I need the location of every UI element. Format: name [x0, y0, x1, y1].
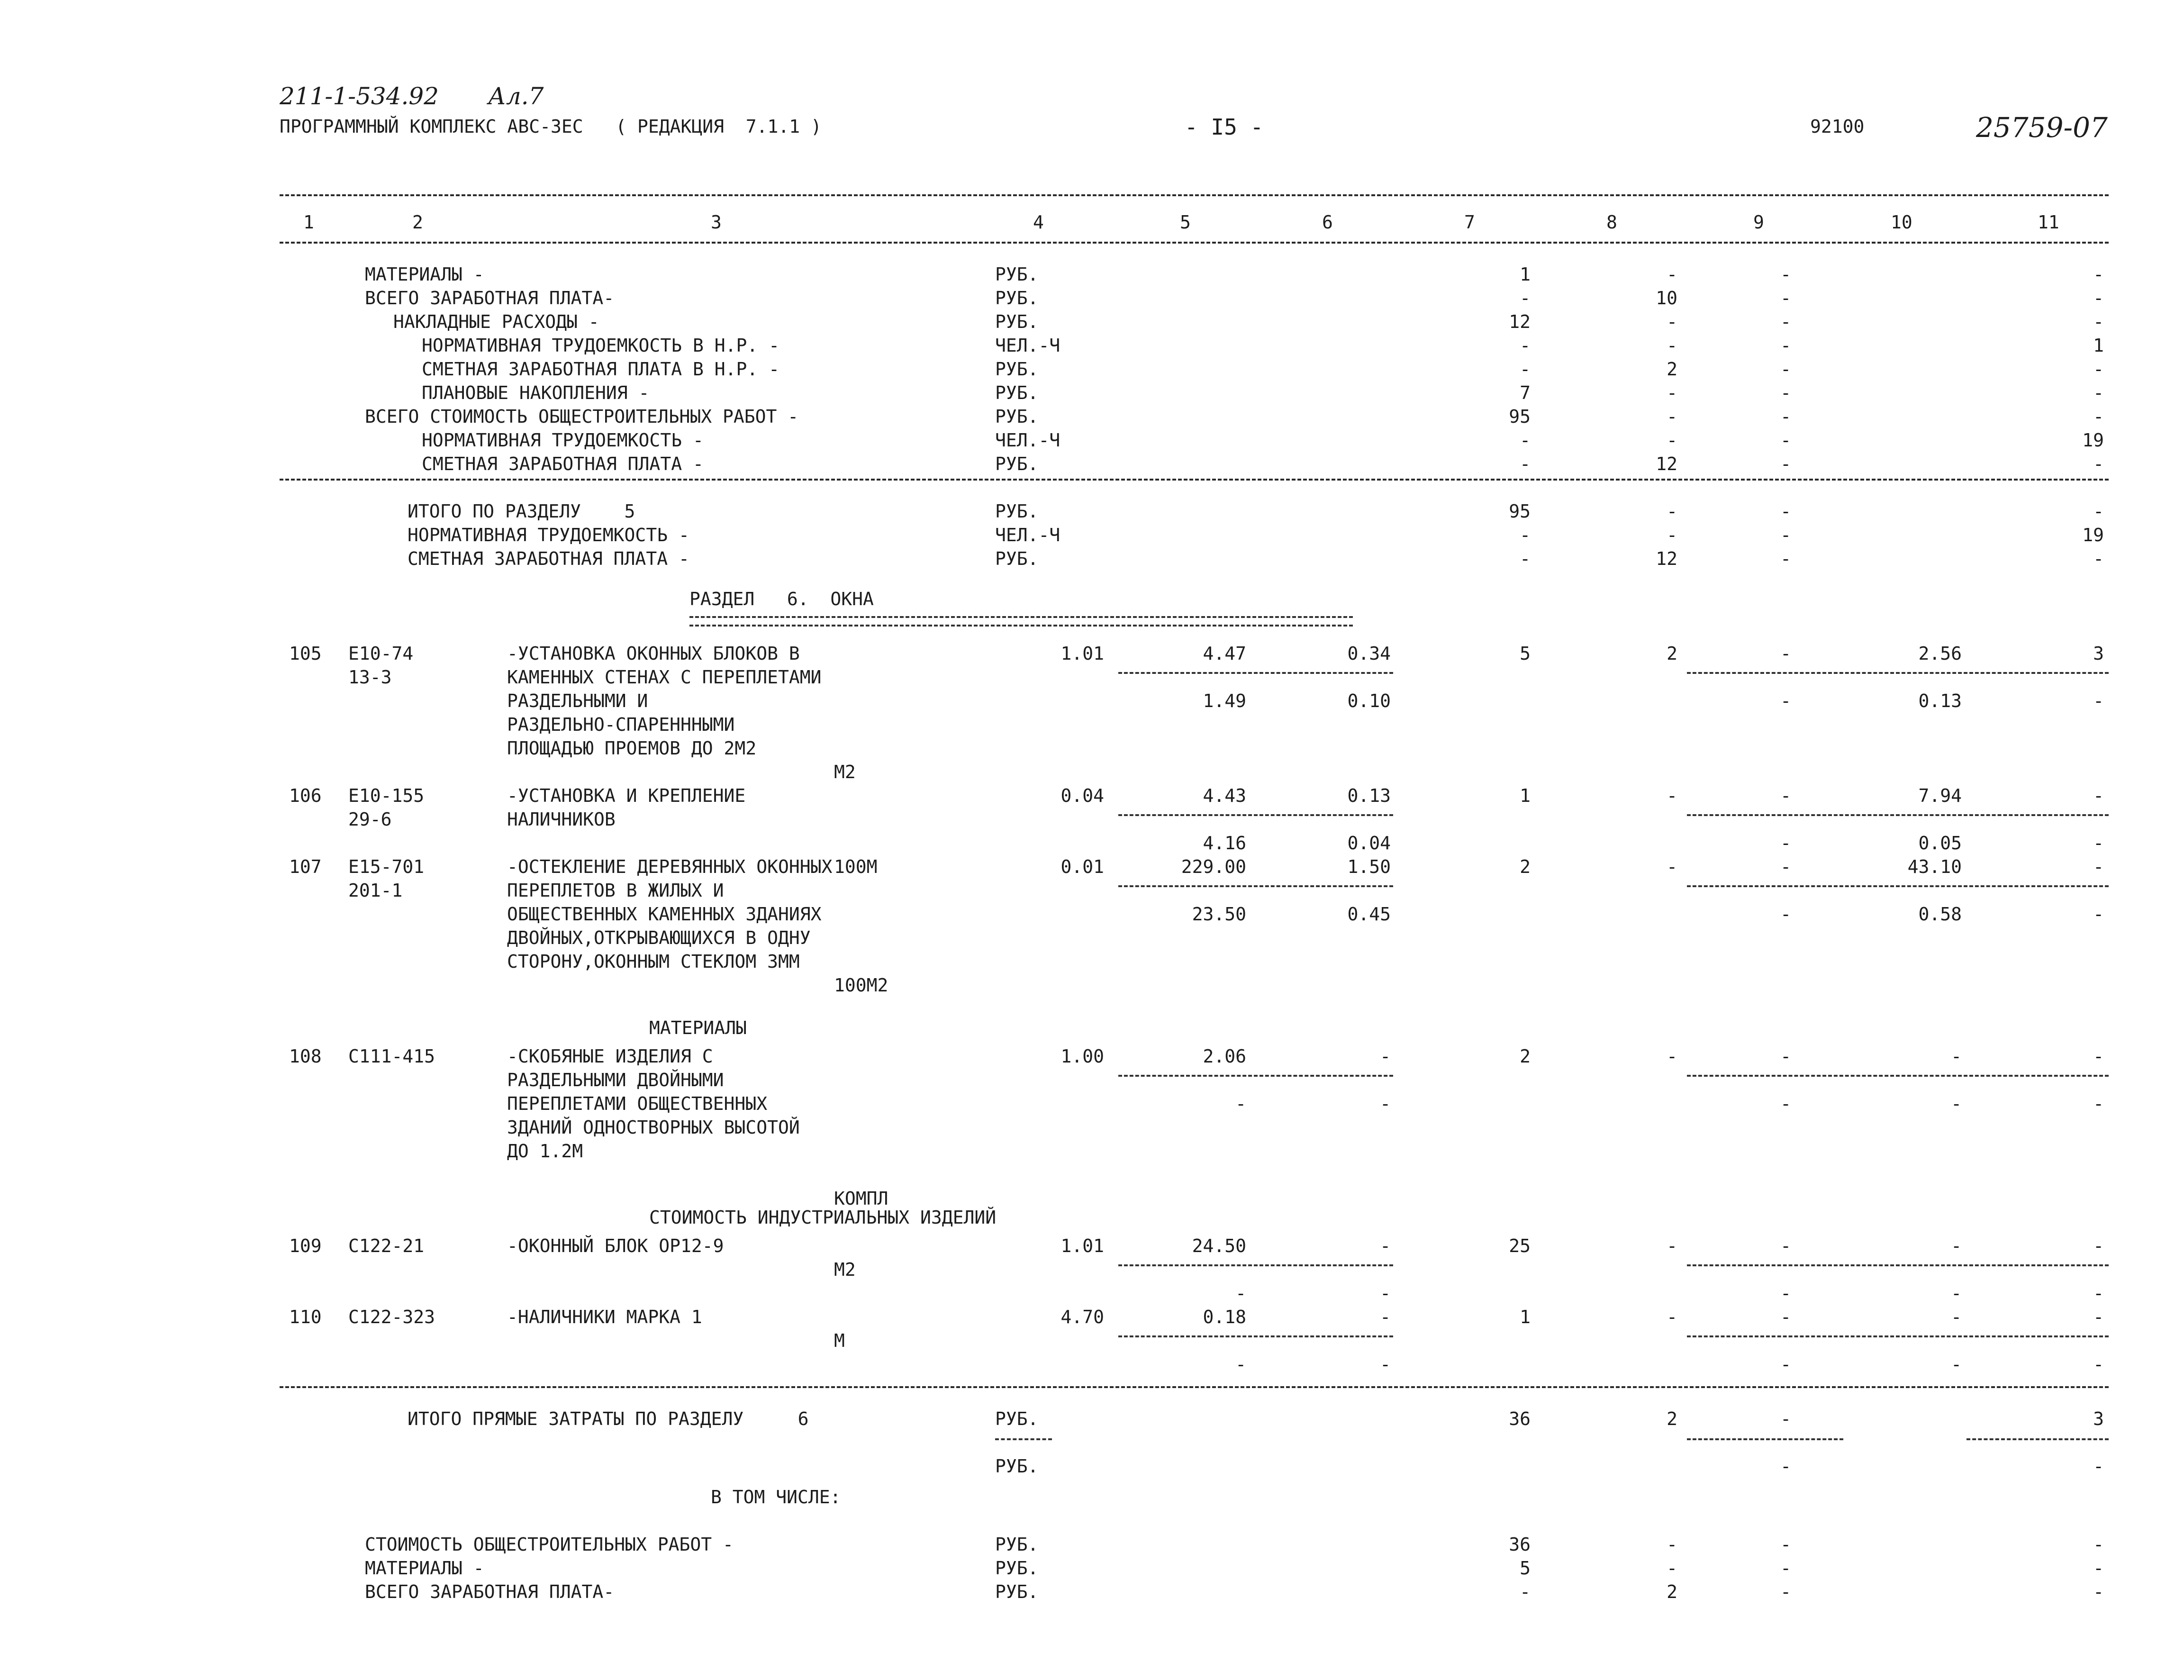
- cell-col8: -: [1667, 1046, 1677, 1067]
- cell-col7: -: [1520, 1581, 1531, 1602]
- column-header-8: 8: [1606, 212, 1617, 233]
- item-unit: М: [834, 1330, 845, 1351]
- cell-col9: -: [1780, 548, 1791, 569]
- group-heading: СТОИМОСТЬ ИНДУСТРИАЛЬНЫХ ИЗДЕЛИЙ: [649, 1207, 997, 1228]
- item-unit: 100М: [834, 856, 878, 877]
- cell-col10: -: [1951, 1307, 1962, 1327]
- cell-col11: -: [2093, 1534, 2104, 1555]
- item-description: СТОРОНУ,ОКОННЫМ СТЕКЛОМ 3ММ: [507, 951, 800, 972]
- subtotal-rule-right: [1687, 1264, 2109, 1266]
- cell-col8: -: [1667, 311, 1677, 332]
- item-description: РАЗДЕЛЬНЫМИ ДВОЙНЫМИ: [507, 1070, 724, 1090]
- cell-col5-labour: 1.49: [1203, 690, 1246, 711]
- header-rule-bottom: [280, 242, 2109, 244]
- cell-col11: -: [2093, 1581, 2104, 1602]
- summary-unit: РУБ.: [995, 406, 1039, 427]
- cell-col7: 1: [1520, 264, 1531, 285]
- column-header-6: 6: [1322, 212, 1333, 233]
- column-header-7: 7: [1464, 212, 1475, 233]
- summary-label: СМЕТНАЯ ЗАРАБОТНАЯ ПЛАТА -: [408, 548, 689, 569]
- cell-col5: 2.06: [1203, 1046, 1246, 1067]
- cell-col9-labour: -: [1780, 1354, 1791, 1375]
- item-number: 107: [289, 856, 322, 877]
- cell-col8: 2: [1667, 359, 1677, 380]
- subtotal-rule-left: [1118, 1264, 1393, 1266]
- cell-col10-labour: 0.58: [1918, 904, 1962, 925]
- cell-col9: -: [1780, 643, 1791, 664]
- cell-col11-labour: -: [2093, 904, 2104, 925]
- cell-col7: 36: [1509, 1534, 1531, 1555]
- cell-col9: -: [1780, 264, 1791, 285]
- cell-col10-labour: -: [1951, 1354, 1962, 1375]
- cell-col8: -: [1667, 1307, 1677, 1327]
- cell-col8: -: [1667, 1558, 1677, 1579]
- summary-label: НОРМАТИВНАЯ ТРУДОЕМКОСТЬ В Н.Р. -: [422, 335, 779, 356]
- cell-col8: -: [1667, 525, 1677, 545]
- summary-unit: ЧЕЛ.-Ч: [995, 335, 1060, 356]
- cell-col4: 4.70: [1060, 1307, 1104, 1327]
- cell-col4: 0.04: [1060, 785, 1104, 806]
- cell-col6: -: [1380, 1307, 1391, 1327]
- cell-col8: -: [1667, 1235, 1677, 1256]
- cell-col11: -: [2093, 454, 2104, 474]
- cell-col8: -: [1667, 1534, 1677, 1555]
- cell-col7: 1: [1520, 785, 1531, 806]
- summary-unit: РУБ.: [995, 1534, 1039, 1555]
- item-description: РАЗДЕЛЬНЫМИ И: [507, 690, 648, 711]
- summary-unit: РУБ.: [995, 264, 1039, 285]
- item-number: 106: [289, 785, 322, 806]
- cell-col11: -: [2093, 1558, 2104, 1579]
- cell-col9: -: [1780, 1307, 1791, 1327]
- summary-label: ПЛАНОВЫЕ НАКОПЛЕНИЯ -: [422, 382, 650, 403]
- cell-col9: -: [1780, 1235, 1791, 1256]
- subtotal-rule-left: [1118, 1335, 1393, 1337]
- cell-col9: -: [1780, 1534, 1791, 1555]
- subtotal-rule-left: [1118, 814, 1393, 816]
- cell-col8: 2: [1667, 643, 1677, 664]
- cell-col9-labour: -: [1780, 904, 1791, 925]
- cell-col11: -: [2093, 548, 2104, 569]
- item-description: КАМЕННЫХ СТЕНАХ С ПЕРЕПЛЕТАМИ: [507, 667, 822, 688]
- cell-col7: 7: [1520, 382, 1531, 403]
- item-description: -ОКОННЫЙ БЛОК ОР12-9: [507, 1235, 724, 1256]
- cell-col11: -: [2093, 1235, 2104, 1256]
- cell-col11: 3: [2093, 1408, 2104, 1429]
- cell-col5: 24.50: [1192, 1235, 1246, 1256]
- subtotal-rule-right: [1967, 1438, 2109, 1440]
- cell-col5: 0.18: [1203, 1307, 1246, 1327]
- item-unit: М2: [834, 762, 856, 782]
- column-header-10: 10: [1891, 212, 1912, 233]
- cell-col8: -: [1667, 501, 1677, 522]
- cell-col11: -: [2093, 1046, 2104, 1067]
- cell-col7: 2: [1520, 1046, 1531, 1067]
- cell-col11-labour: -: [2093, 1283, 2104, 1304]
- cell-col7: -: [1520, 335, 1531, 356]
- cell-col7: 2: [1520, 856, 1531, 877]
- cell-col10: 7.94: [1918, 785, 1962, 806]
- summary-unit: РУБ.: [995, 359, 1039, 380]
- cell-col5: 4.47: [1203, 643, 1246, 664]
- cell-col9: -: [1780, 785, 1791, 806]
- unit-rule: [995, 1438, 1052, 1440]
- sheet-code: 92100: [1810, 116, 1865, 137]
- summary-label: ВСЕГО ЗАРАБОТНАЯ ПЛАТА-: [365, 288, 615, 309]
- total-unit: РУБ.: [995, 1408, 1039, 1429]
- cell-col4: 1.01: [1060, 1235, 1104, 1256]
- cell-col11: -: [2093, 359, 2104, 380]
- cell-col5-labour: -: [1235, 1093, 1246, 1114]
- summary-unit: РУБ.: [995, 548, 1039, 569]
- cell-col8: -: [1667, 785, 1677, 806]
- cell-col10: 2.56: [1918, 643, 1962, 664]
- item-description: НАЛИЧНИКОВ: [507, 809, 616, 830]
- column-header-1: 1: [303, 212, 314, 233]
- cell-col8: -: [1667, 264, 1677, 285]
- cell-col9: -: [1780, 359, 1791, 380]
- cell-col4: 1.00: [1060, 1046, 1104, 1067]
- item-unit: М2: [834, 1259, 856, 1280]
- cell-col5: 4.43: [1203, 785, 1246, 806]
- column-header-5: 5: [1180, 212, 1191, 233]
- cell-col6: 0.13: [1347, 785, 1391, 806]
- summary-label: СМЕТНАЯ ЗАРАБОТНАЯ ПЛАТА -: [422, 454, 704, 474]
- cell-col7: -: [1520, 288, 1531, 309]
- column-header-9: 9: [1753, 212, 1764, 233]
- cell-col5-labour: -: [1235, 1283, 1246, 1304]
- group-heading: МАТЕРИАЛЫ: [649, 1017, 747, 1038]
- summary-rule: [280, 479, 2109, 481]
- item-description: -СКОБЯНЫЕ ИЗДЕЛИЯ С: [507, 1046, 713, 1067]
- cell-col10-labour: 0.13: [1918, 690, 1962, 711]
- cell-col9-labour: -: [1780, 1456, 1791, 1477]
- sheet-label: Ал.7: [488, 82, 544, 110]
- subtotal-rule-left: [1687, 1438, 1843, 1440]
- cell-col9: -: [1780, 311, 1791, 332]
- cell-col11: -: [2093, 288, 2104, 309]
- subtotal-rule-left: [1118, 672, 1393, 674]
- cell-col9-labour: -: [1780, 1283, 1791, 1304]
- cell-col9: -: [1780, 1046, 1791, 1067]
- cell-col11: -: [2093, 856, 2104, 877]
- item-unit: 100М2: [834, 975, 888, 996]
- cell-col11: -: [2093, 382, 2104, 403]
- doc-number: 211-1-534.92: [280, 82, 439, 110]
- item-description: ЗДАНИЙ ОДНОСТВОРНЫХ ВЫСОТОЙ: [507, 1117, 800, 1138]
- item-code-sub: 29-6: [348, 809, 392, 830]
- summary-unit: ЧЕЛ.-Ч: [995, 525, 1060, 545]
- cell-col10-labour: -: [1951, 1093, 1962, 1114]
- subtotal-rule-left: [1118, 885, 1393, 887]
- cell-col7: -: [1520, 359, 1531, 380]
- summary-label: ИТОГО ПО РАЗДЕЛУ 5: [408, 501, 635, 522]
- item-code: С122-21: [348, 1235, 425, 1256]
- column-header-2: 2: [412, 212, 423, 233]
- cell-col6-labour: 0.45: [1347, 904, 1391, 925]
- cell-col11: 19: [2082, 430, 2104, 451]
- cell-col6-labour: 0.10: [1347, 690, 1391, 711]
- cell-col10: -: [1951, 1046, 1962, 1067]
- cell-col11-labour: -: [2093, 1354, 2104, 1375]
- cell-col9: -: [1780, 1581, 1791, 1602]
- cell-col7: 95: [1509, 501, 1531, 522]
- item-description: -УСТАНОВКА И КРЕПЛЕНИЕ: [507, 785, 746, 806]
- cell-col8: -: [1667, 430, 1677, 451]
- summary-label: НАКЛАДНЫЕ РАСХОДЫ -: [393, 311, 599, 332]
- cell-col5-labour: 4.16: [1203, 833, 1246, 854]
- item-number: 109: [289, 1235, 322, 1256]
- item-code-sub: 201-1: [348, 880, 403, 901]
- section6-total-label: ИТОГО ПРЯМЫЕ ЗАТРАТЫ ПО РАЗДЕЛУ 6: [408, 1408, 809, 1429]
- summary-unit: РУБ.: [995, 382, 1039, 403]
- cell-col6-labour: -: [1380, 1283, 1391, 1304]
- cell-col8: 2: [1667, 1408, 1677, 1429]
- cell-col4: 0.01: [1060, 856, 1104, 877]
- item-description: -УСТАНОВКА ОКОННЫХ БЛОКОВ В: [507, 643, 800, 664]
- subtotal-rule-left: [1118, 1075, 1393, 1077]
- page-number: - I5 -: [1185, 114, 1264, 140]
- cell-col8: 2: [1667, 1581, 1677, 1602]
- item-description: -НАЛИЧНИКИ МАРКА 1: [507, 1307, 702, 1327]
- cell-col11: -: [2093, 311, 2104, 332]
- item-code: С122-323: [348, 1307, 435, 1327]
- column-header-11: 11: [2038, 212, 2059, 233]
- cell-col9: -: [1780, 454, 1791, 474]
- cell-col6-labour: -: [1380, 1093, 1391, 1114]
- summary-label: НОРМАТИВНАЯ ТРУДОЕМКОСТЬ -: [408, 525, 689, 545]
- column-header-4: 4: [1033, 212, 1044, 233]
- cell-col5-labour: -: [1235, 1354, 1246, 1375]
- cell-col7: 5: [1520, 643, 1531, 664]
- item-code: С111-415: [348, 1046, 435, 1067]
- cell-col10: 43.10: [1907, 856, 1962, 877]
- column-header-3: 3: [711, 212, 722, 233]
- item-code: Е10-155: [348, 785, 425, 806]
- cell-col7: -: [1520, 548, 1531, 569]
- cell-col9: -: [1780, 430, 1791, 451]
- cell-col11: 1: [2093, 335, 2104, 356]
- cell-col9: -: [1780, 1408, 1791, 1429]
- cell-col11-labour: -: [2093, 1093, 2104, 1114]
- cell-col11: -: [2093, 406, 2104, 427]
- cell-col9: -: [1780, 335, 1791, 356]
- summary-label: ВСЕГО СТОИМОСТЬ ОБЩЕСТРОИТЕЛЬНЫХ РАБОТ -: [365, 406, 799, 427]
- item-unit: КОМПЛ: [834, 1188, 888, 1209]
- item-number: 105: [289, 643, 322, 664]
- cell-col6: -: [1380, 1235, 1391, 1256]
- cell-col7: 1: [1520, 1307, 1531, 1327]
- cell-col11-labour: -: [2093, 690, 2104, 711]
- cell-col6: 0.34: [1347, 643, 1391, 664]
- section6-title: РАЗДЕЛ 6. ОКНА: [689, 589, 874, 609]
- item-number: 110: [289, 1307, 322, 1327]
- cell-col11: -: [2093, 264, 2104, 285]
- cell-col6-labour: -: [1380, 1354, 1391, 1375]
- summary-label: ВСЕГО ЗАРАБОТНАЯ ПЛАТА-: [365, 1581, 615, 1602]
- including-heading: В ТОМ ЧИСЛЕ:: [711, 1487, 841, 1507]
- summary-label: СМЕТНАЯ ЗАРАБОТНАЯ ПЛАТА В Н.Р. -: [422, 359, 779, 380]
- cell-col9: -: [1780, 406, 1791, 427]
- cell-col11-labour: -: [2093, 1456, 2104, 1477]
- cell-col8: -: [1667, 335, 1677, 356]
- cell-col11: -: [2093, 1307, 2104, 1327]
- cell-col6-labour: 0.04: [1347, 833, 1391, 854]
- subtotal-rule-right: [1687, 1075, 2109, 1077]
- cell-col8: 10: [1656, 288, 1677, 309]
- cell-col11: 3: [2093, 643, 2104, 664]
- cell-col11-labour: -: [2093, 833, 2104, 854]
- summary-label: МАТЕРИАЛЫ -: [365, 264, 484, 285]
- item-description: ПЛОЩАДЬЮ ПРОЕМОВ ДО 2М2: [507, 738, 757, 759]
- program-title: ПРОГРАММНЫЙ КОМПЛЕКС АВС-3ЕС ( РЕДАКЦИЯ 7.1.1 ): [280, 116, 822, 137]
- cell-col9: -: [1780, 856, 1791, 877]
- cell-col11: 19: [2082, 525, 2104, 545]
- summary-unit: РУБ.: [995, 1581, 1039, 1602]
- item-code: Е15-701: [348, 856, 425, 877]
- item-description: ПЕРЕПЛЕТАМИ ОБЩЕСТВЕННЫХ: [507, 1093, 768, 1114]
- cell-col4: 1.01: [1060, 643, 1104, 664]
- cell-col8: -: [1667, 382, 1677, 403]
- subtotal-rule-right: [1687, 672, 2109, 674]
- cell-col10-labour: -: [1951, 1283, 1962, 1304]
- cell-col7: -: [1520, 525, 1531, 545]
- item-description: ОБЩЕСТВЕННЫХ КАМЕННЫХ ЗДАНИЯХ: [507, 904, 822, 925]
- subtotal-rule-right: [1687, 1335, 2109, 1337]
- summary-unit: ЧЕЛ.-Ч: [995, 430, 1060, 451]
- summary-label: СТОИМОСТЬ ОБЩЕСТРОИТЕЛЬНЫХ РАБОТ -: [365, 1534, 734, 1555]
- cell-col6: 1.50: [1347, 856, 1391, 877]
- subtotal-rule-right: [1687, 814, 2109, 816]
- summary-unit: РУБ.: [995, 1558, 1039, 1579]
- cell-col7: 5: [1520, 1558, 1531, 1579]
- header-rule-top: [280, 194, 2109, 196]
- item-description: РАЗДЕЛЬНО-СПАРЕНННЫМИ: [507, 714, 735, 735]
- cell-col7: 95: [1509, 406, 1531, 427]
- cell-col9: -: [1780, 501, 1791, 522]
- cell-col10-labour: 0.05: [1918, 833, 1962, 854]
- cell-col10: -: [1951, 1235, 1962, 1256]
- cell-col7: 25: [1509, 1235, 1531, 1256]
- summary-label: НОРМАТИВНАЯ ТРУДОЕМКОСТЬ -: [422, 430, 704, 451]
- section6-rule: [280, 1386, 2109, 1388]
- cell-col8: 12: [1656, 548, 1677, 569]
- cell-col5-labour: 23.50: [1192, 904, 1246, 925]
- section6-title-underline: [689, 616, 1353, 627]
- cell-col9: -: [1780, 288, 1791, 309]
- cell-col11: -: [2093, 501, 2104, 522]
- cell-col9-labour: -: [1780, 833, 1791, 854]
- cell-col7: -: [1520, 454, 1531, 474]
- cell-col9-labour: -: [1780, 1093, 1791, 1114]
- cell-col8: -: [1667, 856, 1677, 877]
- item-description: -ОСТЕКЛЕНИЕ ДЕРЕВЯННЫХ ОКОННЫХ: [507, 856, 833, 877]
- item-description: ПЕРЕПЛЕТОВ В ЖИЛЫХ И: [507, 880, 724, 901]
- cell-col6: -: [1380, 1046, 1391, 1067]
- item-code-sub: 13-3: [348, 667, 392, 688]
- item-number: 108: [289, 1046, 322, 1067]
- item-description: ДВОЙНЫХ,ОТКРЫВАЮЩИХСЯ В ОДНУ: [507, 927, 811, 948]
- cell-col7: -: [1520, 430, 1531, 451]
- cell-col8: -: [1667, 406, 1677, 427]
- summary-label: МАТЕРИАЛЫ -: [365, 1558, 484, 1579]
- cell-col11: -: [2093, 785, 2104, 806]
- cell-col5: 229.00: [1181, 856, 1246, 877]
- summary-unit: РУБ.: [995, 311, 1039, 332]
- summary-unit: РУБ.: [995, 288, 1039, 309]
- summary-unit: РУБ.: [995, 454, 1039, 474]
- cell-col7: 36: [1509, 1408, 1531, 1429]
- cell-col9: -: [1780, 382, 1791, 403]
- subtotal-rule-right: [1687, 885, 2109, 887]
- cell-col7: 12: [1509, 311, 1531, 332]
- order-number: 25759-07: [1976, 111, 2108, 144]
- total-unit: РУБ.: [995, 1456, 1039, 1477]
- item-description: ДО 1.2М: [507, 1141, 583, 1162]
- cell-col8: 12: [1656, 454, 1677, 474]
- cell-col9: -: [1780, 525, 1791, 545]
- item-code: Е10-74: [348, 643, 414, 664]
- cell-col9-labour: -: [1780, 690, 1791, 711]
- summary-unit: РУБ.: [995, 501, 1039, 522]
- cell-col9: -: [1780, 1558, 1791, 1579]
